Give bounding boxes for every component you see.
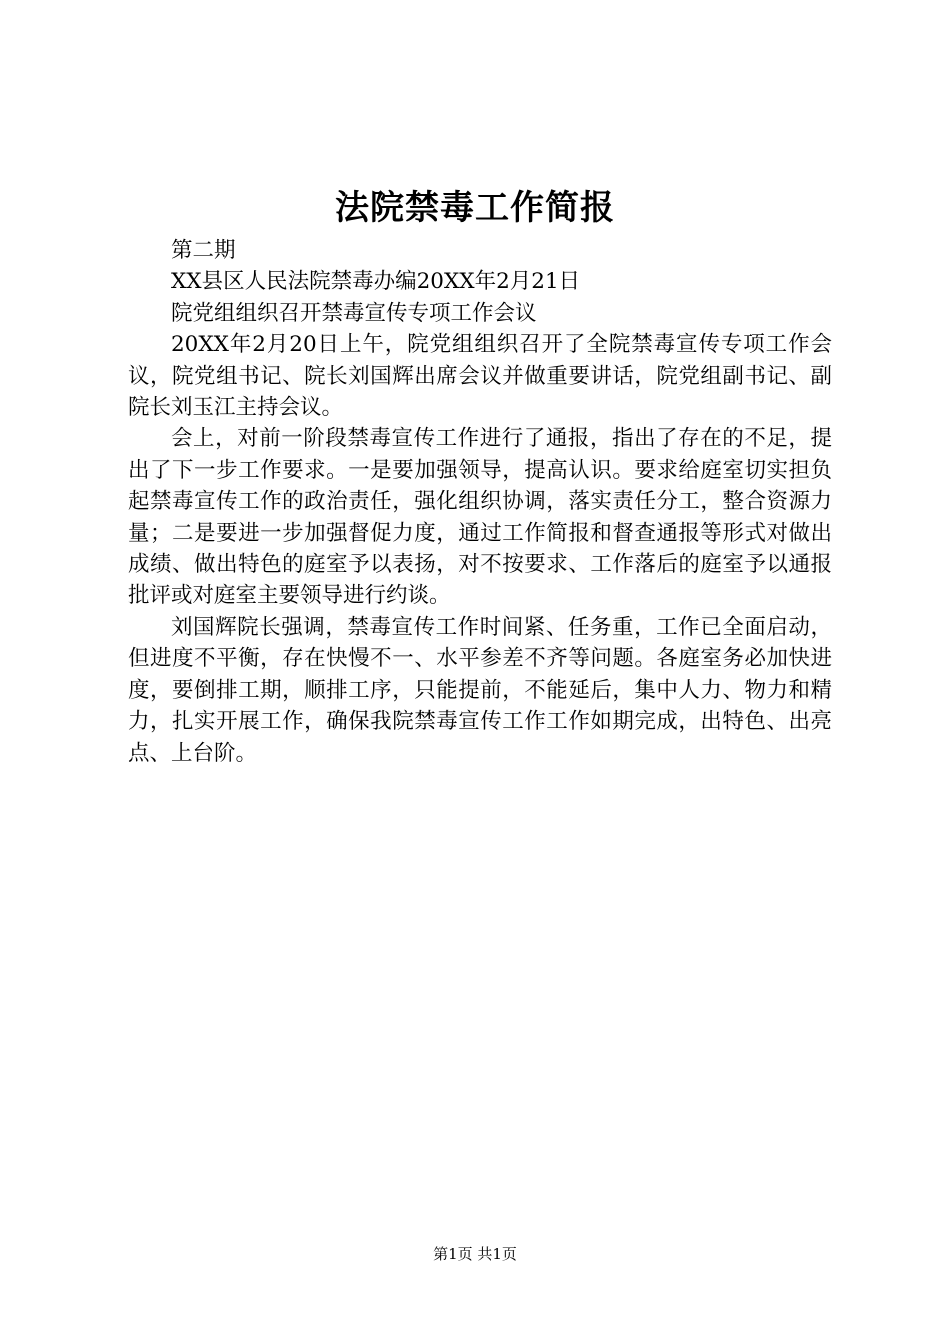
article-headline: 院党组组织召开禁毒宣传专项工作会议 [171, 300, 537, 326]
body-paragraph: 20XX年2月20日上午，院党组组织召开了全院禁毒宣传专项工作会议，院党组书记、院长刘国辉出席会议并做重要讲话，院党组副书记、副院长刘玉江主持会议。 [128, 332, 832, 421]
body-paragraph: 刘国辉院长强调，禁毒宣传工作时间紧、任务重，工作已全面启动，但进度不平衡，存在快慢不一、水平参差不齐等问题。各庭室务必加快进度，要倒排工期，顺排工序，只能提前，不能延后，集中人力、物力和精力，扎实开展工作，确保我院禁毒宣传工作工作如期完成，出特色、出亮点、上台阶。 [128, 614, 832, 766]
publisher-line: XX县区人民法院禁毒办编20XX年2月21日 [171, 269, 581, 295]
body-paragraph: 会上，对前一阶段禁毒宣传工作进行了通报，指出了存在的不足，提出了下一步工作要求。一是要加强领导，提高认识。要求给庭室切实担负起禁毒宣传工作的政治责任，强化组织协调，落实责任分工，整合资源力量；二是要进一步加强督促力度，通过工作简报和督查通报等形式对做出成绩、做出特色的庭室予以表扬，对不按要求、工作落后的庭室予以通报批评或对庭室主要领导进行约谈。 [128, 426, 832, 609]
document-body [128, 235, 832, 769]
issue-number: 第二期 [171, 238, 236, 263]
page-footer: 第1页 共1页 [433, 1245, 517, 1263]
document-title: 法院禁毒工作简报 [335, 188, 615, 228]
